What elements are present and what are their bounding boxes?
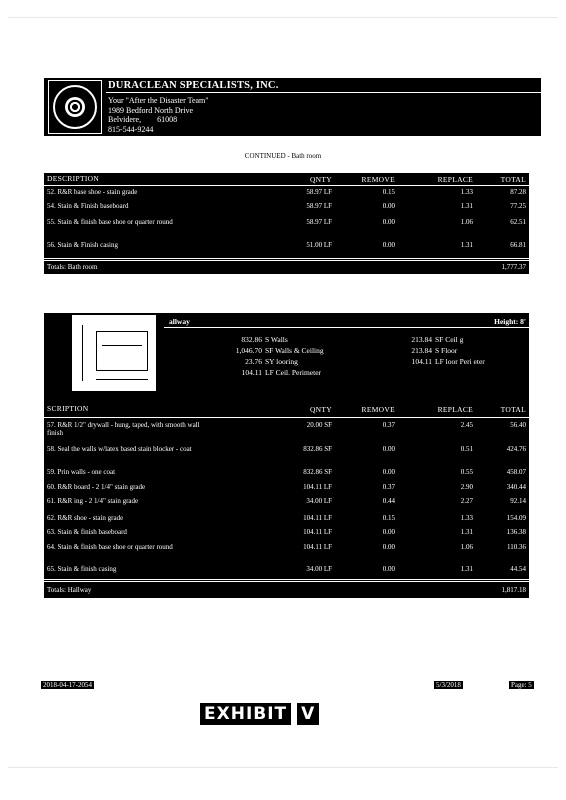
item-remove: 0.15 — [382, 188, 395, 196]
item-qnty: 104.11 LF — [303, 528, 332, 536]
item-description: 57. R&R 1/2" drywall - hung, taped, with smooth wall finish — [47, 421, 200, 437]
measurement: 104.11 LF loor Peri eter — [411, 357, 485, 366]
col-replace: REPLACE — [437, 405, 473, 414]
footer-file-id: 2018-04-17-2054 — [43, 681, 92, 689]
item-description: 56. Stain & Finish casing — [47, 241, 118, 249]
item-replace: 1.06 — [460, 543, 473, 551]
item-replace: 2.45 — [460, 421, 473, 429]
item-replace: 2.90 — [460, 483, 473, 491]
item-total: 66.81 — [510, 241, 526, 249]
divider — [44, 260, 529, 261]
item-description: 59. Prin walls - one coat — [47, 468, 116, 476]
item-remove: 0.00 — [382, 528, 395, 536]
item-remove: 0.00 — [382, 468, 395, 476]
company-logo — [48, 80, 102, 134]
room-sketch — [72, 315, 156, 391]
item-description: 62. R&R shoe - stain grade — [47, 514, 124, 522]
measurement: 23.76 SY looring — [245, 357, 298, 366]
item-remove: 0.00 — [382, 218, 395, 226]
dimension-line — [82, 325, 83, 381]
rose-icon — [65, 97, 85, 117]
company-city: Belvidere, 61008 — [108, 115, 178, 124]
measurement: 213.84 S Floor — [411, 346, 458, 355]
table-row — [44, 565, 529, 578]
col-total: TOTAL — [500, 175, 526, 184]
item-qnty: 58.97 LF — [306, 218, 332, 226]
item-total: 92.14 — [510, 497, 526, 505]
item-replace: 1.31 — [460, 202, 473, 210]
item-remove: 0.37 — [382, 483, 395, 491]
table-row — [44, 421, 529, 437]
item-total: 154.09 — [506, 514, 526, 522]
item-replace: 1.06 — [460, 218, 473, 226]
footer-page: Page: 5 — [511, 681, 532, 689]
logo-seal-icon — [53, 85, 97, 129]
col-description: SCRIPTION — [47, 404, 89, 413]
item-replace: 1.33 — [460, 514, 473, 522]
room-outline — [96, 331, 148, 371]
item-description: 54. Stain & Finish baseboard — [47, 202, 129, 210]
company-phone: 815-544-9244 — [108, 124, 154, 134]
divider — [106, 92, 541, 93]
item-qnty: 104.11 LF — [303, 483, 332, 491]
divider — [44, 581, 529, 582]
item-qnty: 832.86 SF — [303, 468, 332, 476]
divider — [44, 185, 529, 186]
table-row — [44, 218, 529, 231]
company-header — [44, 78, 541, 136]
measurement: 213.84 SF Ceil g — [411, 335, 464, 344]
table-row — [44, 528, 529, 541]
room-name: allway — [169, 317, 190, 326]
table-row — [44, 241, 529, 254]
item-total: 110.36 — [507, 543, 526, 551]
item-remove: 0.00 — [382, 241, 395, 249]
footer-date: 5/3/2018 — [436, 681, 461, 689]
col-qnty: QNTY — [309, 405, 332, 414]
bath-totals — [47, 263, 526, 271]
table-row — [44, 543, 529, 556]
item-total: 56.40 — [510, 421, 526, 429]
item-total: 458.07 — [506, 468, 526, 476]
company-address — [108, 96, 209, 134]
col-description: DESCRIPTION — [47, 174, 100, 183]
table-header — [44, 175, 529, 188]
col-remove: REMOVE — [361, 175, 395, 184]
divider — [44, 579, 529, 580]
exhibit-numeral: V — [297, 703, 319, 725]
item-qnty: 104.11 LF — [303, 514, 332, 522]
company-street: 1989 Bedford North Drive — [108, 105, 194, 115]
hallway-table — [44, 313, 529, 598]
company-tagline: Your "After the Disaster Team" — [108, 96, 209, 105]
item-description: 60. R&R board - 2 1/4" stain grade — [47, 483, 146, 491]
totals-value: 1,777.37 — [501, 263, 526, 271]
scan-edge-bottom — [8, 767, 558, 768]
measurement: 1,046.70 SF Walls & Ceiling — [235, 346, 324, 355]
col-remove: REMOVE — [361, 405, 395, 414]
item-replace: 1.33 — [460, 188, 473, 196]
item-total: 62.51 — [510, 218, 526, 226]
item-remove: 0.15 — [382, 514, 395, 522]
table-row — [44, 445, 529, 458]
item-total: 136.38 — [506, 528, 526, 536]
item-qnty: 34.00 LF — [306, 565, 332, 573]
item-description: 63. Stain & finish baseboard — [47, 528, 127, 536]
totals-label: Totals: Bath room — [47, 263, 98, 271]
col-replace: REPLACE — [437, 175, 473, 184]
table-row — [44, 468, 529, 481]
col-qnty: QNTY — [309, 175, 332, 184]
divider — [44, 258, 529, 259]
item-replace: 2.27 — [460, 497, 473, 505]
exhibit-word: EXHIBIT — [200, 703, 291, 725]
item-remove: 0.44 — [382, 497, 395, 505]
measurement: 104.11 LF Ceil. Perimeter — [241, 368, 322, 377]
continued-title: CONTINUED - Bath room — [244, 152, 322, 160]
room-height: Height: 8' — [494, 317, 526, 326]
item-total: 424.76 — [506, 445, 526, 453]
item-total: 340.44 — [506, 483, 526, 491]
item-qnty: 58.97 LF — [306, 188, 332, 196]
item-qnty: 58.97 LF — [306, 202, 332, 210]
item-replace: 0.55 — [460, 468, 473, 476]
exhibit-stamp — [200, 703, 325, 725]
item-total: 77.25 — [510, 202, 526, 210]
table-row — [44, 188, 529, 201]
item-remove: 0.00 — [382, 543, 395, 551]
item-description: 52. R&R base shoe - stain grade — [47, 188, 138, 196]
item-remove: 0.00 — [382, 202, 395, 210]
item-description: 55. Stain & finish base shoe or quarter round — [47, 218, 173, 226]
totals-label: Totals: Hallway — [47, 586, 92, 594]
item-description: 65. Stain & finish casing — [47, 565, 117, 573]
item-replace: 1.31 — [460, 241, 473, 249]
item-replace: 0.51 — [460, 445, 473, 453]
divider — [164, 327, 529, 328]
table-row — [44, 514, 529, 527]
item-qnty: 51.00 LF — [306, 241, 332, 249]
item-description: 58. Seal the walls w/latex based stain blocker - coat — [47, 445, 192, 453]
item-total: 87.28 — [510, 188, 526, 196]
item-description: 61. R&R ing - 2 1/4" stain grade — [47, 497, 139, 505]
company-name: DURACLEAN SPECIALISTS, INC. — [108, 80, 279, 91]
item-qnty: 104.11 LF — [303, 543, 332, 551]
scan-edge-top — [8, 17, 558, 18]
table-row — [44, 202, 529, 215]
bath-room-table — [44, 173, 529, 274]
item-qnty: 832.86 SF — [303, 445, 332, 453]
totals-value: 1,817.18 — [501, 586, 526, 594]
measurement: 832.86 S Walls — [241, 335, 288, 344]
item-qnty: 20.00 SF — [306, 421, 332, 429]
table-row — [44, 497, 529, 510]
item-description: 64. Stain & finish base shoe or quarter round — [47, 543, 173, 551]
dimension-line — [96, 379, 148, 380]
item-remove: 0.37 — [382, 421, 395, 429]
table-row — [44, 483, 529, 496]
item-replace: 1.31 — [460, 565, 473, 573]
item-remove: 0.00 — [382, 445, 395, 453]
item-total: 44.54 — [510, 565, 526, 573]
item-qnty: 34.00 LF — [306, 497, 332, 505]
col-total: TOTAL — [500, 405, 526, 414]
item-remove: 0.00 — [382, 565, 395, 573]
item-replace: 1.31 — [460, 528, 473, 536]
divider — [44, 417, 529, 418]
hallway-totals — [47, 586, 526, 594]
dimension-line — [102, 345, 142, 346]
